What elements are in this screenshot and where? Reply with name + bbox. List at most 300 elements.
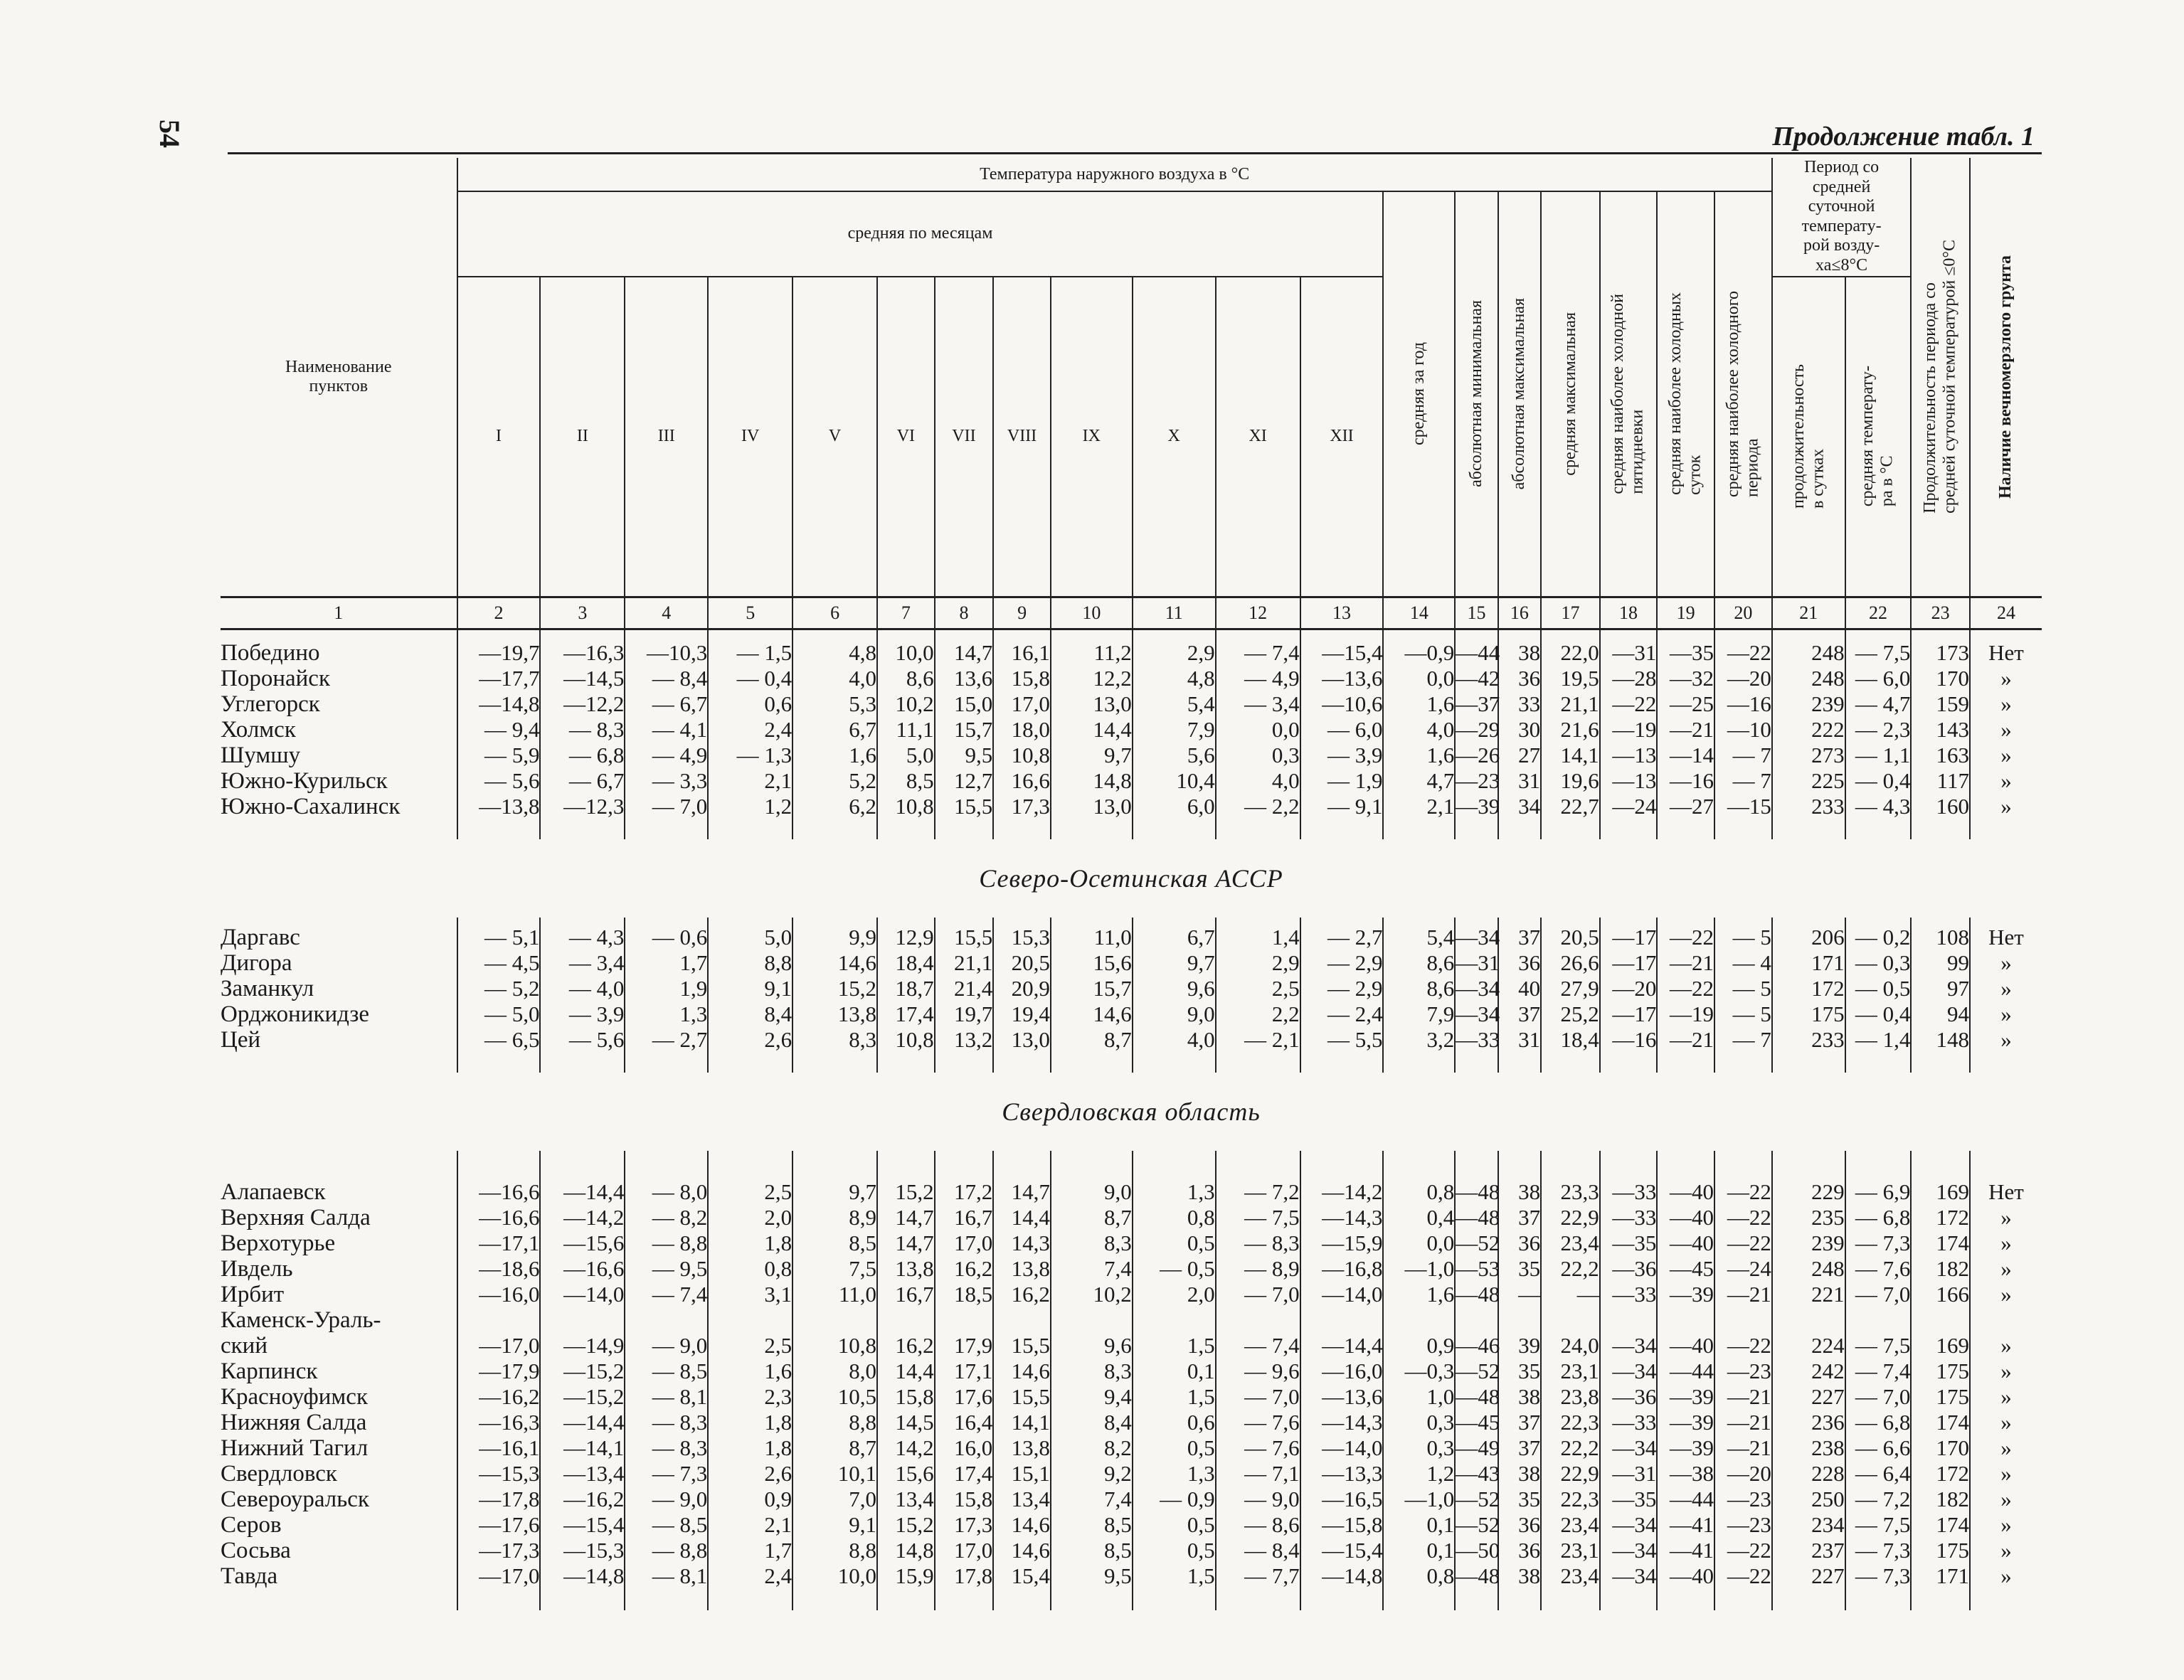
cell-col-13: —14,4 (1300, 1333, 1384, 1359)
cell-col-11: 0,5 (1133, 1512, 1216, 1538)
col-header-23: Продолжительность периода со средней суточной температурой ≤0°C (1911, 158, 1970, 597)
cell-col-12: — 7,5 (1216, 1205, 1300, 1230)
cell-col-14: 0,9 (1383, 1333, 1455, 1359)
col-header-abs-min: абсолютная минимальная (1455, 191, 1497, 597)
cell-col-15: —42 (1456, 665, 1500, 691)
cell-col-13: —14,0 (1300, 1282, 1384, 1307)
cell-col-10: 9,7 (1051, 743, 1133, 768)
cell-col-23: 148 (1911, 1027, 1970, 1053)
cell-col-10: 8,3 (1051, 1359, 1133, 1384)
cell-col-16: 37 (1498, 1410, 1541, 1435)
column-number: 2 (457, 597, 541, 629)
cell-col-18: —22 (1600, 691, 1658, 717)
cell-col-21: 227 (1772, 1563, 1845, 1589)
cell-col-7: 5,0 (877, 743, 935, 768)
cell-col-20: —23 (1714, 1359, 1772, 1384)
cell-col-20: —20 (1714, 666, 1772, 691)
cell-col-14: 1,0 (1383, 1384, 1455, 1410)
cell-col-15: —52 (1456, 1511, 1500, 1537)
cell-col-16: 36 (1498, 666, 1541, 691)
cell-col-8: 17,8 (935, 1563, 994, 1589)
table-row (221, 768, 2042, 794)
cell-col-7: 8,5 (877, 768, 935, 794)
cell-col-24 (1970, 1307, 2042, 1333)
cell-col-3: —15,3 (540, 1538, 625, 1563)
cell-col-8: 14,7 (935, 640, 994, 666)
table-row (221, 640, 2042, 666)
cell-col-12: — 7,4 (1216, 640, 1300, 666)
cell-col-20: — 7 (1714, 1027, 1772, 1053)
cell-col-3: — 5,6 (540, 1027, 625, 1053)
section-gap (221, 1151, 2042, 1179)
cell-col-22: — 7,6 (1845, 1256, 1912, 1282)
cell-col-10: 9,0 (1051, 1179, 1133, 1205)
column-number: 7 (877, 597, 935, 629)
station-name: Нижний Тагил (221, 1435, 369, 1461)
cell-col-19: —38 (1657, 1461, 1714, 1487)
cell-col-6: 14,6 (793, 950, 877, 976)
cell-col-12 (1216, 1307, 1300, 1333)
cell-col-11: 0,5 (1133, 1230, 1216, 1256)
cell-col-4: 1,7 (625, 950, 708, 976)
cell-col-14: 0,0 (1383, 1230, 1455, 1256)
cell-col-19: —27 (1657, 794, 1714, 819)
cell-col-12: — 7,6 (1216, 1410, 1300, 1435)
cell-col-15: —45 (1456, 1409, 1500, 1435)
cell-col-18: —17 (1600, 950, 1658, 976)
cell-col-12: — 7,1 (1216, 1461, 1300, 1487)
cell-col-3: — 4,0 (540, 976, 625, 1001)
cell-col-2: — 9,4 (457, 717, 541, 743)
cell-col-7: 13,8 (877, 1256, 935, 1282)
table-row (221, 1435, 2042, 1461)
cell-col-22 (1845, 1307, 1912, 1333)
cell-col-3: —12,3 (540, 794, 625, 819)
cell-col-4: — 7,0 (625, 794, 708, 819)
cell-col-20: —21 (1714, 1410, 1772, 1435)
cell-col-17: 27,9 (1541, 976, 1600, 1001)
cell-col-18 (1600, 1307, 1658, 1333)
cell-col-13: —13,6 (1300, 1384, 1384, 1410)
cell-col-3: —14,0 (540, 1282, 625, 1307)
cell-col-10: 9,4 (1051, 1384, 1133, 1410)
cell-col-11 (1133, 1307, 1216, 1333)
cell-col-9: 15,3 (993, 925, 1051, 950)
cell-col-15: —49 (1456, 1435, 1500, 1460)
cell-col-24: » (1970, 1333, 2042, 1359)
cell-col-7: 14,7 (877, 1205, 935, 1230)
cell-col-2: —14,8 (457, 691, 541, 717)
cell-col-21: 248 (1772, 666, 1845, 691)
cell-col-7: 14,4 (877, 1359, 935, 1384)
cell-col-11: 1,3 (1133, 1179, 1216, 1205)
section-title-row (221, 839, 2042, 918)
cell-col-2: —17,8 (457, 1487, 541, 1512)
cell-col-21: 239 (1772, 1230, 1845, 1256)
cell-col-15: —37 (1456, 691, 1500, 716)
cell-col-13: —15,9 (1300, 1230, 1384, 1256)
cell-col-10: 12,2 (1051, 666, 1133, 691)
cell-col-7: 15,6 (877, 1461, 935, 1487)
cell-col-17: 23,4 (1541, 1512, 1600, 1538)
cell-col-10: 13,0 (1051, 794, 1133, 819)
cell-col-22: — 1,1 (1845, 743, 1912, 768)
cell-col-17: 26,6 (1541, 950, 1600, 976)
section-gap (221, 918, 2042, 925)
cell-col-18: —17 (1600, 1001, 1658, 1027)
cell-col-19: —39 (1657, 1410, 1714, 1435)
cell-col-14: 0,8 (1383, 1563, 1455, 1589)
cell-col-23: 143 (1911, 717, 1970, 743)
cell-col-18: —33 (1600, 1410, 1658, 1435)
cell-col-5: 0,6 (708, 691, 793, 717)
cell-col-18: —13 (1600, 768, 1658, 794)
cell-col-17: 23,8 (1541, 1384, 1600, 1410)
cell-col-14: 0,3 (1383, 1410, 1455, 1435)
cell-col-5: 1,8 (708, 1435, 793, 1461)
cell-col-6: 10,8 (793, 1333, 877, 1359)
cell-col-6: 10,1 (793, 1461, 877, 1487)
cell-col-9: 17,0 (993, 691, 1051, 717)
cell-col-22: — 7,5 (1845, 1333, 1912, 1359)
cell-col-3: —16,6 (540, 1256, 625, 1282)
col-header-24: Наличие вечномерзлого грунта (1970, 158, 2042, 597)
cell-col-10: 11,0 (1051, 925, 1133, 950)
cell-col-22: — 7,5 (1845, 640, 1912, 666)
cell-col-6: 9,9 (793, 925, 877, 950)
cell-col-15: —29 (1456, 716, 1500, 742)
cell-col-4 (625, 1307, 708, 1333)
cell-col-8: 17,0 (935, 1230, 994, 1256)
station-name: Поронайск (221, 665, 330, 691)
col-header-coldest-5day: средняя наиболее холодной пятидневки (1600, 191, 1658, 597)
table-row (221, 1179, 2042, 1205)
cell-col-2: —13,8 (457, 794, 541, 819)
cell-col-16: 36 (1498, 1230, 1541, 1256)
col-header-coldest-day: средняя наиболее холодных суток (1657, 191, 1714, 597)
cell-col-13: —14,0 (1300, 1435, 1384, 1461)
cell-col-22: — 2,3 (1845, 717, 1912, 743)
cell-col-14 (1383, 1307, 1455, 1333)
cell-col-24: » (1970, 1512, 2042, 1538)
cell-col-13: —16,0 (1300, 1359, 1384, 1384)
cell-col-21: 233 (1772, 794, 1845, 819)
cell-col-7: 18,7 (877, 976, 935, 1001)
cell-col-10: 7,4 (1051, 1487, 1133, 1512)
cell-col-5: 8,4 (708, 1001, 793, 1027)
cell-col-12: — 9,0 (1216, 1487, 1300, 1512)
cell-col-9: 14,7 (993, 1179, 1051, 1205)
cell-col-2: —16,2 (457, 1384, 541, 1410)
cell-col-13: —14,2 (1300, 1179, 1384, 1205)
cell-col-3: —14,2 (540, 1205, 625, 1230)
cell-col-24: » (1970, 1359, 2042, 1384)
cell-col-22: — 6,0 (1845, 666, 1912, 691)
cell-col-5: 3,1 (708, 1282, 793, 1307)
cell-col-20: —24 (1714, 1256, 1772, 1282)
cell-col-16: 30 (1498, 717, 1541, 743)
cell-col-10: 14,8 (1051, 768, 1133, 794)
cell-col-9: 16,6 (993, 768, 1051, 794)
cell-col-19: —39 (1657, 1384, 1714, 1410)
bottom-gap (221, 1589, 2042, 1610)
station-name: Каменск-Ураль- (221, 1307, 381, 1333)
cell-col-21: 206 (1772, 925, 1845, 950)
cell-col-19: —39 (1657, 1435, 1714, 1461)
cell-col-21: 248 (1772, 640, 1845, 666)
cell-col-7 (877, 1307, 935, 1333)
page-number: 54 (154, 119, 186, 148)
section-title: Северо-Осетинская АССР (979, 863, 1283, 893)
section-title-row (221, 1073, 2042, 1151)
cell-col-23: 99 (1911, 950, 1970, 976)
cell-col-7: 10,2 (877, 691, 935, 717)
cell-col-4: — 7,3 (625, 1461, 708, 1487)
cell-col-12: — 8,6 (1216, 1512, 1300, 1538)
cell-col-6: 10,5 (793, 1384, 877, 1410)
cell-col-23: 175 (1911, 1538, 1970, 1563)
cell-col-24: Нет (1970, 1179, 2042, 1205)
cell-col-4: — 8,1 (625, 1563, 708, 1589)
cell-col-12: — 7,0 (1216, 1384, 1300, 1410)
cell-col-14: 2,1 (1383, 794, 1455, 819)
cell-col-21: 234 (1772, 1512, 1845, 1538)
cell-col-10: 7,4 (1051, 1256, 1133, 1282)
cell-col-12: — 8,9 (1216, 1256, 1300, 1282)
cell-col-16: 36 (1498, 950, 1541, 976)
cell-col-24: » (1970, 1410, 2042, 1435)
column-number: 14 (1383, 597, 1455, 629)
cell-col-23: 175 (1911, 1384, 1970, 1410)
cell-col-3: — 6,8 (540, 743, 625, 768)
cell-col-24: Нет (1970, 925, 2042, 950)
cell-col-22: — 4,3 (1845, 794, 1912, 819)
cell-col-13: —14,3 (1300, 1205, 1384, 1230)
cell-col-4: — 3,3 (625, 768, 708, 794)
cell-col-2: —19,7 (457, 640, 541, 666)
cell-col-9: 19,4 (993, 1001, 1051, 1027)
column-number: 12 (1216, 597, 1300, 629)
table-row (221, 1256, 2042, 1282)
cell-col-17: 22,7 (1541, 794, 1600, 819)
column-number: 10 (1051, 597, 1133, 629)
cell-col-16: 31 (1498, 1027, 1541, 1053)
cell-col-5: 2,4 (708, 1563, 793, 1589)
cell-col-4: — 8,1 (625, 1384, 708, 1410)
cell-col-19: —22 (1657, 976, 1714, 1001)
col-header-annual-mean: средняя за год (1383, 191, 1455, 597)
cell-col-24: » (1970, 794, 2042, 819)
section-gap (221, 819, 2042, 839)
cell-col-5: 2,6 (708, 1461, 793, 1487)
table-row (221, 1333, 2042, 1359)
cell-col-2: — 5,9 (457, 743, 541, 768)
cell-col-15: —34 (1456, 1001, 1500, 1026)
cell-col-17: 23,4 (1541, 1563, 1600, 1589)
cell-col-12: — 9,6 (1216, 1359, 1300, 1384)
cell-col-19: —25 (1657, 691, 1714, 717)
cell-col-2 (457, 1307, 541, 1333)
cell-col-21: 227 (1772, 1384, 1845, 1410)
cell-col-11: 1,3 (1133, 1461, 1216, 1487)
cell-col-21: 250 (1772, 1487, 1845, 1512)
cell-col-13: — 3,9 (1300, 743, 1384, 768)
cell-col-7: 16,7 (877, 1282, 935, 1307)
cell-col-17: 22,3 (1541, 1410, 1600, 1435)
cell-col-11: — 0,5 (1133, 1256, 1216, 1282)
cell-col-15: —31 (1456, 950, 1500, 975)
cell-col-24: » (1970, 1001, 2042, 1027)
cell-col-6: 8,9 (793, 1205, 877, 1230)
cell-col-18: —16 (1600, 1027, 1658, 1053)
column-number: 22 (1845, 597, 1912, 629)
cell-col-3: —15,6 (540, 1230, 625, 1256)
cell-col-20: —21 (1714, 1282, 1772, 1307)
cell-col-3: —15,4 (540, 1512, 625, 1538)
station-name: Цей (221, 1026, 261, 1053)
cell-col-9: 15,5 (993, 1384, 1051, 1410)
cell-col-19: —21 (1657, 950, 1714, 976)
cell-col-18: —34 (1600, 1435, 1658, 1461)
cell-col-13: — 2,9 (1300, 950, 1384, 976)
cell-col-12: 4,0 (1216, 768, 1300, 794)
cell-col-23: 159 (1911, 691, 1970, 717)
cell-col-12: — 2,2 (1216, 794, 1300, 819)
cell-col-6: 8,0 (793, 1359, 877, 1384)
cell-col-22: — 7,0 (1845, 1384, 1912, 1410)
cell-col-7: 15,2 (877, 1179, 935, 1205)
cell-col-18: —35 (1600, 1487, 1658, 1512)
cell-col-19: —19 (1657, 1001, 1714, 1027)
cell-col-16: 36 (1498, 1538, 1541, 1563)
col-header-month-3: III (625, 277, 708, 597)
station-name: ский (221, 1332, 267, 1359)
cell-col-9: 16,2 (993, 1282, 1051, 1307)
cell-col-4: — 8,2 (625, 1205, 708, 1230)
cell-col-7: 11,1 (877, 717, 935, 743)
cell-col-2: — 6,5 (457, 1027, 541, 1053)
cell-col-11: 7,9 (1133, 717, 1216, 743)
cell-col-21: 242 (1772, 1359, 1845, 1384)
cell-col-4: — 7,4 (625, 1282, 708, 1307)
cell-col-17: 22,9 (1541, 1205, 1600, 1230)
cell-col-7: 16,2 (877, 1333, 935, 1359)
cell-col-22: — 7,4 (1845, 1359, 1912, 1384)
cell-col-2: —17,1 (457, 1230, 541, 1256)
column-number: 18 (1600, 597, 1658, 629)
cell-col-24: » (1970, 1461, 2042, 1487)
table-row (221, 666, 2042, 691)
station-name: Свердловск (221, 1460, 337, 1487)
table-row (221, 1001, 2042, 1027)
cell-col-11: 4,8 (1133, 666, 1216, 691)
cell-col-18: —34 (1600, 1333, 1658, 1359)
cell-col-7: 15,9 (877, 1563, 935, 1589)
cell-col-19: —40 (1657, 1205, 1714, 1230)
cell-col-13: —15,8 (1300, 1512, 1384, 1538)
cell-col-14: 8,6 (1383, 950, 1455, 976)
cell-col-20: —23 (1714, 1512, 1772, 1538)
cell-col-24: » (1970, 950, 2042, 976)
table-row (221, 717, 2042, 743)
cell-col-7: 15,8 (877, 1384, 935, 1410)
cell-col-16: 31 (1498, 768, 1541, 794)
cell-col-11: 5,4 (1133, 691, 1216, 717)
cell-col-15: —48 (1456, 1204, 1500, 1230)
cell-col-16: 37 (1498, 1205, 1541, 1230)
table-row (221, 1563, 2042, 1589)
cell-col-23: 108 (1911, 925, 1970, 950)
cell-col-8: 16,7 (935, 1205, 994, 1230)
cell-col-12: 2,9 (1216, 950, 1300, 976)
cell-col-16: 40 (1498, 976, 1541, 1001)
cell-col-24: » (1970, 1205, 2042, 1230)
cell-col-7: 14,5 (877, 1410, 935, 1435)
cell-col-14: 1,2 (1383, 1461, 1455, 1487)
cell-col-20: — 7 (1714, 768, 1772, 794)
cell-col-11: 1,5 (1133, 1563, 1216, 1589)
table-row (221, 1487, 2042, 1512)
column-number: 21 (1772, 597, 1845, 629)
cell-col-4: — 8,5 (625, 1512, 708, 1538)
cell-col-13: —13,3 (1300, 1461, 1384, 1487)
cell-col-13: —14,8 (1300, 1563, 1384, 1589)
cell-col-9: 14,6 (993, 1538, 1051, 1563)
table-row (221, 1307, 2042, 1333)
cell-col-20: —20 (1714, 1461, 1772, 1487)
cell-col-5: — 0,4 (708, 666, 793, 691)
cell-col-13: — 2,9 (1300, 976, 1384, 1001)
table-row (221, 1410, 2042, 1435)
cell-col-19: —40 (1657, 1179, 1714, 1205)
cell-col-14: 0,4 (1383, 1205, 1455, 1230)
cell-col-17: 20,5 (1541, 925, 1600, 950)
cell-col-13: — 1,9 (1300, 768, 1384, 794)
cell-col-14: 3,2 (1383, 1027, 1455, 1053)
cell-col-17: 25,2 (1541, 1001, 1600, 1027)
cell-col-13: —10,6 (1300, 691, 1384, 717)
cell-col-10: 10,2 (1051, 1282, 1133, 1307)
cell-col-6: 5,3 (793, 691, 877, 717)
cell-col-15: —48 (1456, 1383, 1500, 1409)
cell-col-22: — 7,3 (1845, 1538, 1912, 1563)
cell-col-13 (1300, 1307, 1384, 1333)
cell-col-22: — 6,9 (1845, 1179, 1912, 1205)
cell-col-5: 2,1 (708, 768, 793, 794)
cell-col-3: —12,2 (540, 691, 625, 717)
cell-col-5: 5,0 (708, 925, 793, 950)
cell-col-23: 174 (1911, 1410, 1970, 1435)
cell-col-11: 9,7 (1133, 950, 1216, 976)
cell-col-5: 8,8 (708, 950, 793, 976)
cell-col-3: — 3,9 (540, 1001, 625, 1027)
cell-col-3: —15,2 (540, 1359, 625, 1384)
cell-col-8: 15,5 (935, 794, 994, 819)
cell-col-9: 17,3 (993, 794, 1051, 819)
cell-col-15: —34 (1456, 975, 1500, 1001)
column-number: 19 (1657, 597, 1714, 629)
cell-col-3: —15,2 (540, 1384, 625, 1410)
cell-col-9: 14,4 (993, 1205, 1051, 1230)
cell-col-17: 19,5 (1541, 666, 1600, 691)
column-number: 24 (1970, 597, 2042, 629)
cell-col-15: —50 (1456, 1537, 1500, 1563)
cell-col-24: » (1970, 1230, 2042, 1256)
cell-col-13: —15,4 (1300, 640, 1384, 666)
cell-col-7: 14,7 (877, 1230, 935, 1256)
cell-col-20: —21 (1714, 1435, 1772, 1461)
cell-col-15: —48 (1456, 1563, 1500, 1588)
